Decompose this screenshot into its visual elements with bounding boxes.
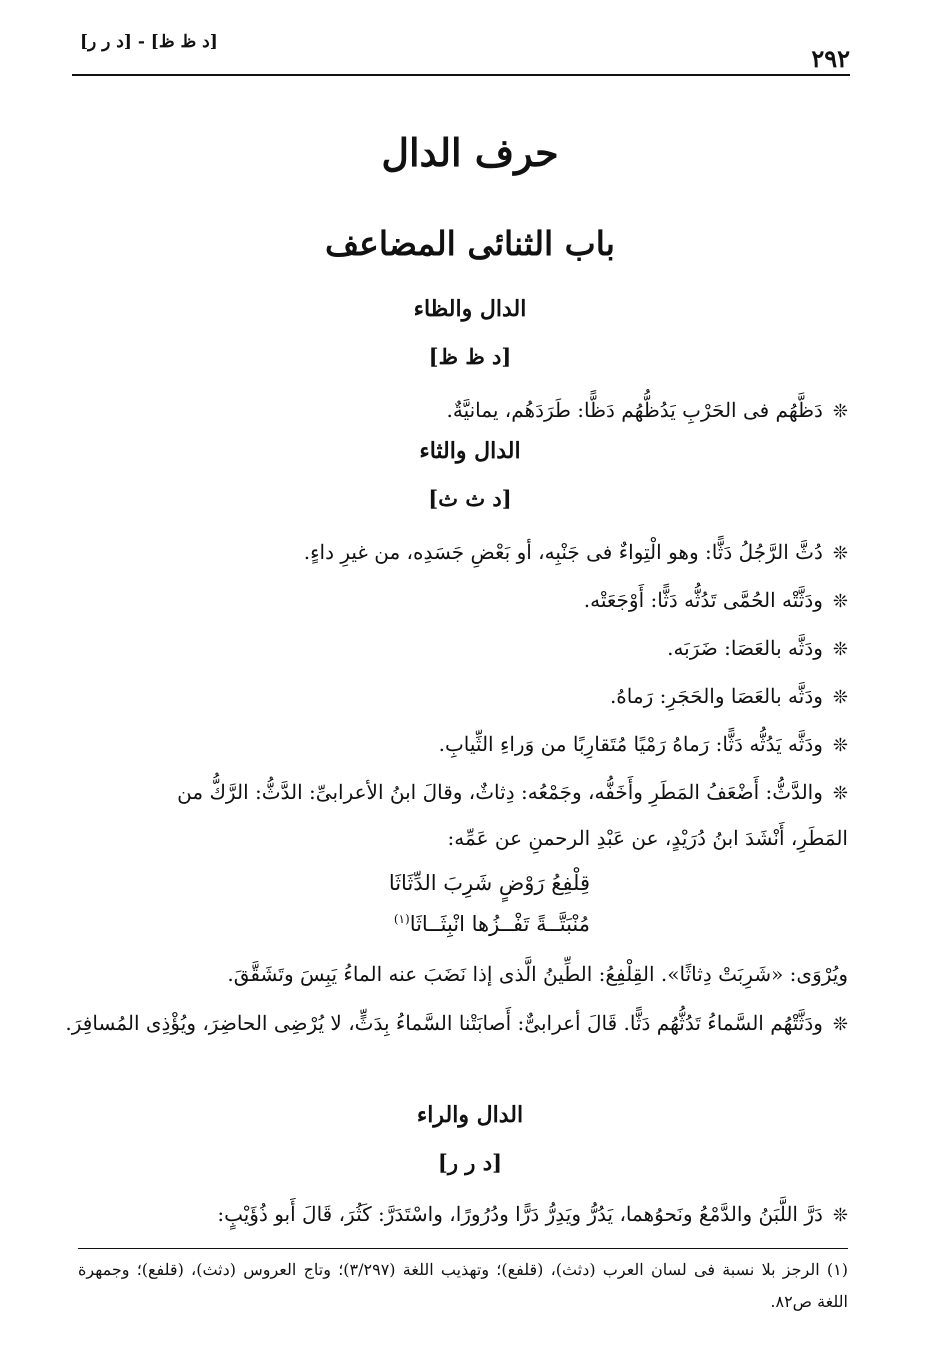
- verse-text: مُنْبَتَّــةً تَفْــزُها انْبِثَــاثَا: [409, 912, 590, 936]
- entry-daththahu-bilhajar: [60, 674, 848, 720]
- entry-dazzahum: [60, 388, 848, 434]
- entry-text: ودَثَّه يَدُثُّه دَثًّا: رَماهُ رَمْيًا مُتَقارِبًا من وَراءِ الثِّيابِ.: [438, 732, 823, 756]
- star-icon: ❊: [832, 687, 848, 708]
- entry-text: دُثَّ الرَّجُلُ دَثًّا: وهو الْتِواءٌ فى جَنْبِه، أو بَعْضِ جَسَدِه، من غيرِ داءٍ.: [303, 540, 823, 564]
- entry-daththathum-assama: [60, 1000, 848, 1048]
- entry-text: ودَثَّتْهُم السَّماءُ تَدُثُّهُم دَثًّا. قَالَ أعرابىٌّ: أَصابَتْنا السَّماءُ بِدَثٍّ، لا يُرْضِى الحاضِرَ، ويُؤْذِى المُسافِرَ.: [65, 1011, 823, 1035]
- footnote-divider: [78, 1248, 848, 1249]
- root-heading-dthth: [د ث ث]: [428, 486, 512, 511]
- entry-text: ودَثَّه بالعَصَا والحَجَرِ: رَماهُ.: [609, 684, 823, 708]
- footnote-marker: (١): [393, 912, 410, 926]
- subsection-title-dal-zaa: الدال والظاء: [413, 296, 527, 322]
- entry-text: ودَثَّه بالعَصَا: ضَرَبَه.: [667, 636, 823, 660]
- entry-text: المَطَرِ، أَنْشَدَ ابنُ دُرَيْدٍ، عن عَبْدِ الرحمنِ عن عَمِّه:: [447, 826, 848, 850]
- entry-text: دَظَّهُم فى الحَرْبِ يَدُظُّهُم دَظًّا: طَرَدَهُم، يمانيَّةٌ.: [446, 398, 823, 422]
- entry-duththa: [60, 530, 848, 576]
- subsection-title-dal-raa: الدال والراء: [416, 1102, 524, 1128]
- entry-daththathu-alhumma: [60, 578, 848, 624]
- root-heading-dzz: [د ظ ظ]: [428, 344, 512, 369]
- entry-daththahu-ramyan: [60, 722, 848, 768]
- star-icon: ❊: [832, 591, 848, 612]
- root-heading-drr: [د ر ر]: [437, 1150, 503, 1175]
- verse-line-1: قِلْفِعُ رَوْضٍ شَرِبَ الدِّثَاثَا: [388, 871, 590, 895]
- entry-daththahu-bilasa: [60, 626, 848, 672]
- entry-text: ودَثَّتْه الحُمَّى تَدُثُّه دَثًّا: أَوْجَعَتْه.: [583, 588, 823, 612]
- chapter-title: حرف الدال: [381, 130, 559, 175]
- star-icon: ❊: [832, 543, 848, 564]
- verse-line-2: [394, 902, 590, 941]
- entry-darra: [60, 1192, 848, 1238]
- subsection-title-dal-thaa: الدال والثاء: [419, 438, 521, 464]
- entry-addathth-continued: [60, 816, 848, 860]
- entry-text: دَرَّ اللَّبَنُ والدَّمْعُ ونَحوُهما، يَدُرُّ ويَدِرُّ دَرًّا ودُرُورًا، واسْتَدَرَّ: كَثُرَ، قَالَ أَبو ذُؤَيْبٍ:: [217, 1202, 823, 1226]
- page-number: ٢٩٢: [811, 44, 850, 73]
- star-icon: ❊: [832, 735, 848, 756]
- entry-text: والدَّثُّ: أَضْعَفُ المَطَرِ وأَخَفُّه، وجَمْعُه: دِثاثٌ، وقالَ ابنُ الأعرابىِّ: الدَّثُّ: الرَّكُّ من: [177, 780, 823, 804]
- page-header: [72, 30, 850, 76]
- star-icon: ❊: [832, 1205, 848, 1226]
- entry-addathth: [60, 770, 848, 816]
- star-icon: ❊: [832, 639, 848, 660]
- section-title: باب الثنائى المضاعف: [325, 224, 615, 263]
- star-icon: ❊: [832, 783, 848, 804]
- running-head: [د ظ ظ] - [د ر ر]: [80, 32, 218, 52]
- entry-yurwa: [60, 952, 848, 996]
- footnote: (١) الرجز بلا نسبة فى لسان العرب (دثث)، (قلفع)؛ وتهذيب اللغة (٣/٢٩٧)؛ وتاج العروس (دثث)، (قلفع)؛ وجمهرة اللغة ص٨٢.: [78, 1260, 848, 1311]
- star-icon: ❊: [832, 401, 848, 422]
- star-icon: ❊: [832, 1014, 848, 1035]
- entry-text: ويُرْوَى: «شَرِبَتْ دِثاثًا». القِلْفِعُ: الطِّينُ الَّذى إذا نَضَبَ عنه الماءُ يَبِسَ وتَشَقَّقَ.: [227, 962, 848, 986]
